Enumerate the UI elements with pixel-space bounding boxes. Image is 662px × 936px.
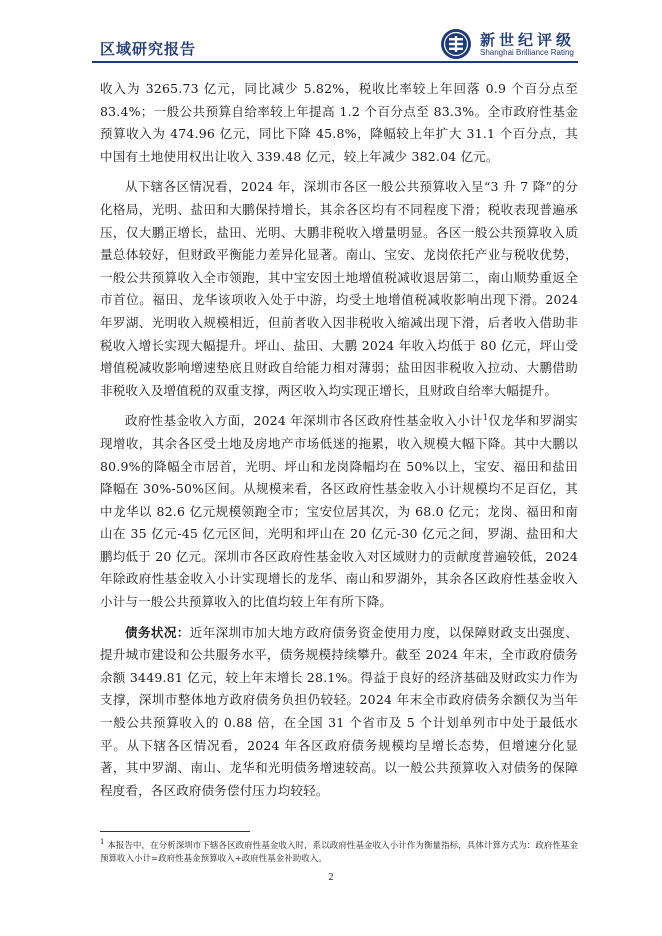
footnote-divider <box>100 831 250 832</box>
paragraph-fund-revenue-part1: 政府性基金收入方面，2024 年深圳市各区政府性基金收入小计 <box>125 413 483 429</box>
paragraph-fund-revenue-part2: 仅龙华和罗湖实现增收，其余各区受土地及房地产市场低迷的拖累，收入规模大幅下降。其中大鹏以 80.9%的降幅全市居首，光明、坪山和龙岗降幅均在 50%以上，宝安、福田和盐田降幅在 30%-50%区间。从规模来看，各区政府性基金收入小计规模均不足百亿，其中龙华以 82.6 亿元规模领跑全市；宝安位居其次，为 68.0 亿元；龙岗、福田和南山在 35 亿元-45 亿元区间，光明和坪山在 20 亿元-30 亿元之间，罗湖、盐田和大鹏均低于 20 亿元。深圳市各区政府性基金收入对区域财力的贡献度普遍较低，2024 年除政府性基金收入小计实现增长的龙华、南山和罗湖外，其余各区政府性基金收入小计与一般公共预算收入的比值均较上年有所下降。 <box>100 413 578 610</box>
page-number: 2 <box>328 872 334 883</box>
brand-name-en: Shanghai Brilliance Rating <box>480 48 574 57</box>
page-header <box>0 0 662 62</box>
paragraph-district-budget: 从下辖各区情况看，2024 年，深圳市各区一般公共预算收入呈“3 升 7 降”的分化格局，光明、盐田和大鹏保持增长，其余各区均有不同程度下滑；税收表现普遍承压，仅大鹏正增长，盐田、光明、大鹏非税收入增量明显。各区一般公共预算收入质量总体较好，但财政平衡能力差异化显著。南山、宝安、龙岗依托产业与税收优势，一般公共预算收入全市领跑，其中宝安因土地增值税减收退居第二，南山顺势重返全市首位。福田、龙华该项收入处于中游，均受土地增值税减收影响出现下滑。2024 年罗湖、光明收入规模相近，但前者收入因非税收入缩减出现下滑，后者收入借助非税收入增长实现大幅提升。坪山、盐田、大鹏 2024 年收入均低于 80 亿元，坪山受增值税减收影响增速垫底且财政自给能力相对薄弱；盐田因非税收入拉动、大鹏借助非税收入及增值税的双重支撑，两区收入均实现正增长，且财政自给率大幅提升。 <box>100 179 578 398</box>
footnote-mark: 1 <box>100 838 105 846</box>
paragraph-debt-status <box>100 622 578 803</box>
debt-status-text: 近年深圳市加大地方政府债务资金使用力度，以保障财政支出强度、提升城市建设和公共服务水平，债务规模持续攀升。截至 2024 年末，全市政府债务余额 3449.81 亿元，较上年末增长 28.1%。得益于良好的经济基础及财政实力作为支撑，深圳市整体地方政府债务负担仍较轻。2024 年末全市政府债务余额仅为当年一般公共预算收入的 0.88 倍，在全国 31 个省市及 5 个计划单列市中处于最低水平。从下辖各区情况看，2024 年各区政府债务规模均呈增长态势，但增速分化显著，其中罗湖、南山、龙华和光明债务增速较高。以一般公共预算收入对债务的保障程度看，各区政府债务偿付压力均较轻。 <box>100 624 578 798</box>
paragraph-revenue-summary: 收入为 3265.73 亿元，同比减少 5.82%，税收比率较上年回落 0.9 个百分点至 83.4%；一般公共预算自给率较上年提高 1.2 个百分点至 83.3%。全市政府性基金预算收入为 474.96 亿元，同比下降 45.8%，降幅较上年扩大 31.1 个百分点，其中国有土地使用权出让收入 339.48 亿元，较上年减少 382.04 亿元。 <box>100 81 578 164</box>
paragraph-fund-revenue <box>100 410 578 613</box>
footnote-reference[interactable]: 1 <box>482 413 489 423</box>
brand-name-cn: 新世纪评级 <box>480 31 576 49</box>
report-body <box>100 78 578 810</box>
debt-status-label: 债务状况： <box>125 624 190 640</box>
brand-emblem-icon <box>440 28 472 60</box>
brand-logo <box>440 28 580 60</box>
header-divider <box>92 61 578 63</box>
footnote <box>100 836 578 866</box>
section-title: 区域研究报告 <box>100 40 197 58</box>
footnote-text: 本报告中，在分析深圳市下辖各区政府性基金收入时，系以政府性基金收入小计作为衡量指标，具体计算方式为：政府性基金预算收入小计=政府性基金预算收入+政府性基金补助收入。 <box>100 840 578 864</box>
